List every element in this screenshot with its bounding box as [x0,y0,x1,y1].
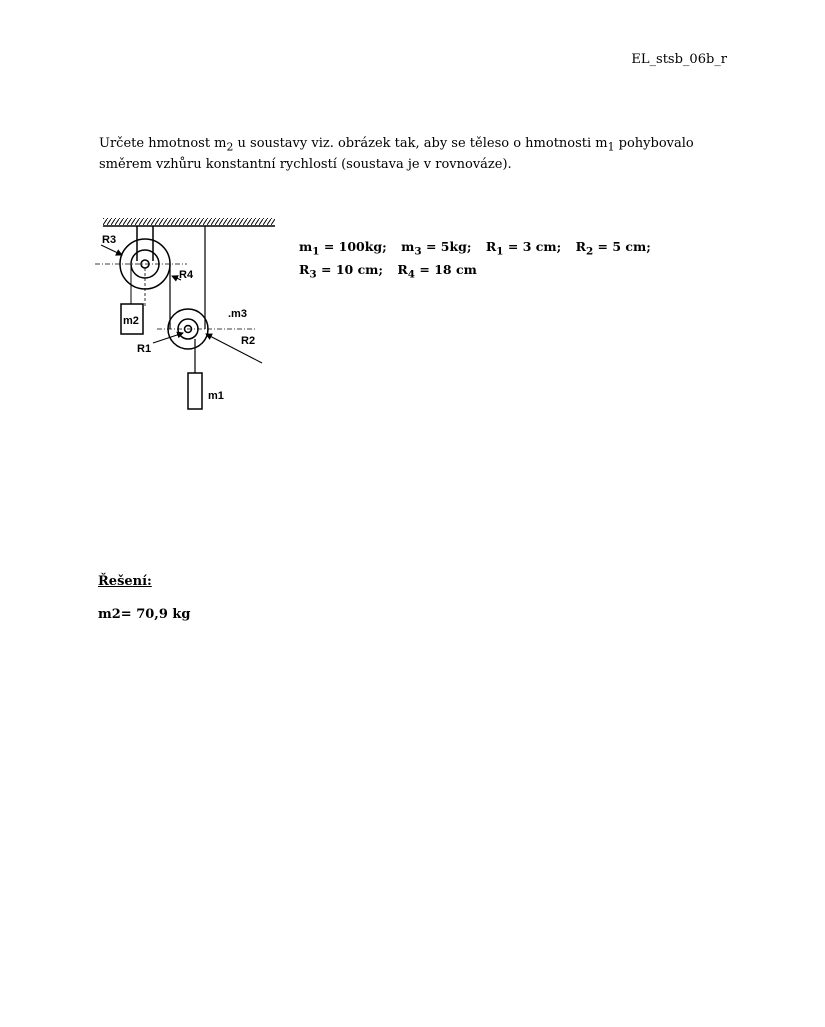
pulley-diagram [95,213,280,422]
document-code: EL_stsb_06b_r [631,52,727,67]
m1-block [188,373,202,409]
label-m3: .m3 [228,308,247,320]
param-R2: $R_2 = 5$ cm; [575,239,651,258]
label-R3: R3 [102,234,117,246]
problem-statement [99,135,726,173]
label-m2: m2 [123,315,139,327]
param-m3: $m_3 = 5kg$; [401,239,472,258]
param-R1: $R_1 = 3$ cm; [485,239,562,258]
label-R4: R4 [179,269,194,281]
param-R3: $R_3 = 10$ cm; [299,261,384,280]
ceiling-hatch [103,218,275,225]
pulley-diagram-svg [95,213,280,418]
label-R2: R2 [241,335,256,347]
given-parameters [299,238,651,283]
problem-line-2: směrem vzhůru konstantní rychlostí (soustava je v rovnováze). [99,156,512,172]
parameters-line-2 [299,261,651,284]
parameters-line-1 [299,238,651,261]
problem-line-1: Určete hmotnost $m_2$ u soustavy viz. obrázek tak, aby se těleso o hmotnosti $m_1$ pohybovalo [99,136,694,154]
param-m1: $m_1 = 100kg$; [299,239,387,258]
label-R1: R1 [137,343,152,355]
arrow-R3 [101,245,122,255]
solution-result: m2= 70,9 kg [98,607,191,622]
param-R4: $R_4 = 18$ cm [397,261,477,280]
label-m1: m1 [208,390,224,402]
solution-heading: Řešení: [98,574,152,589]
